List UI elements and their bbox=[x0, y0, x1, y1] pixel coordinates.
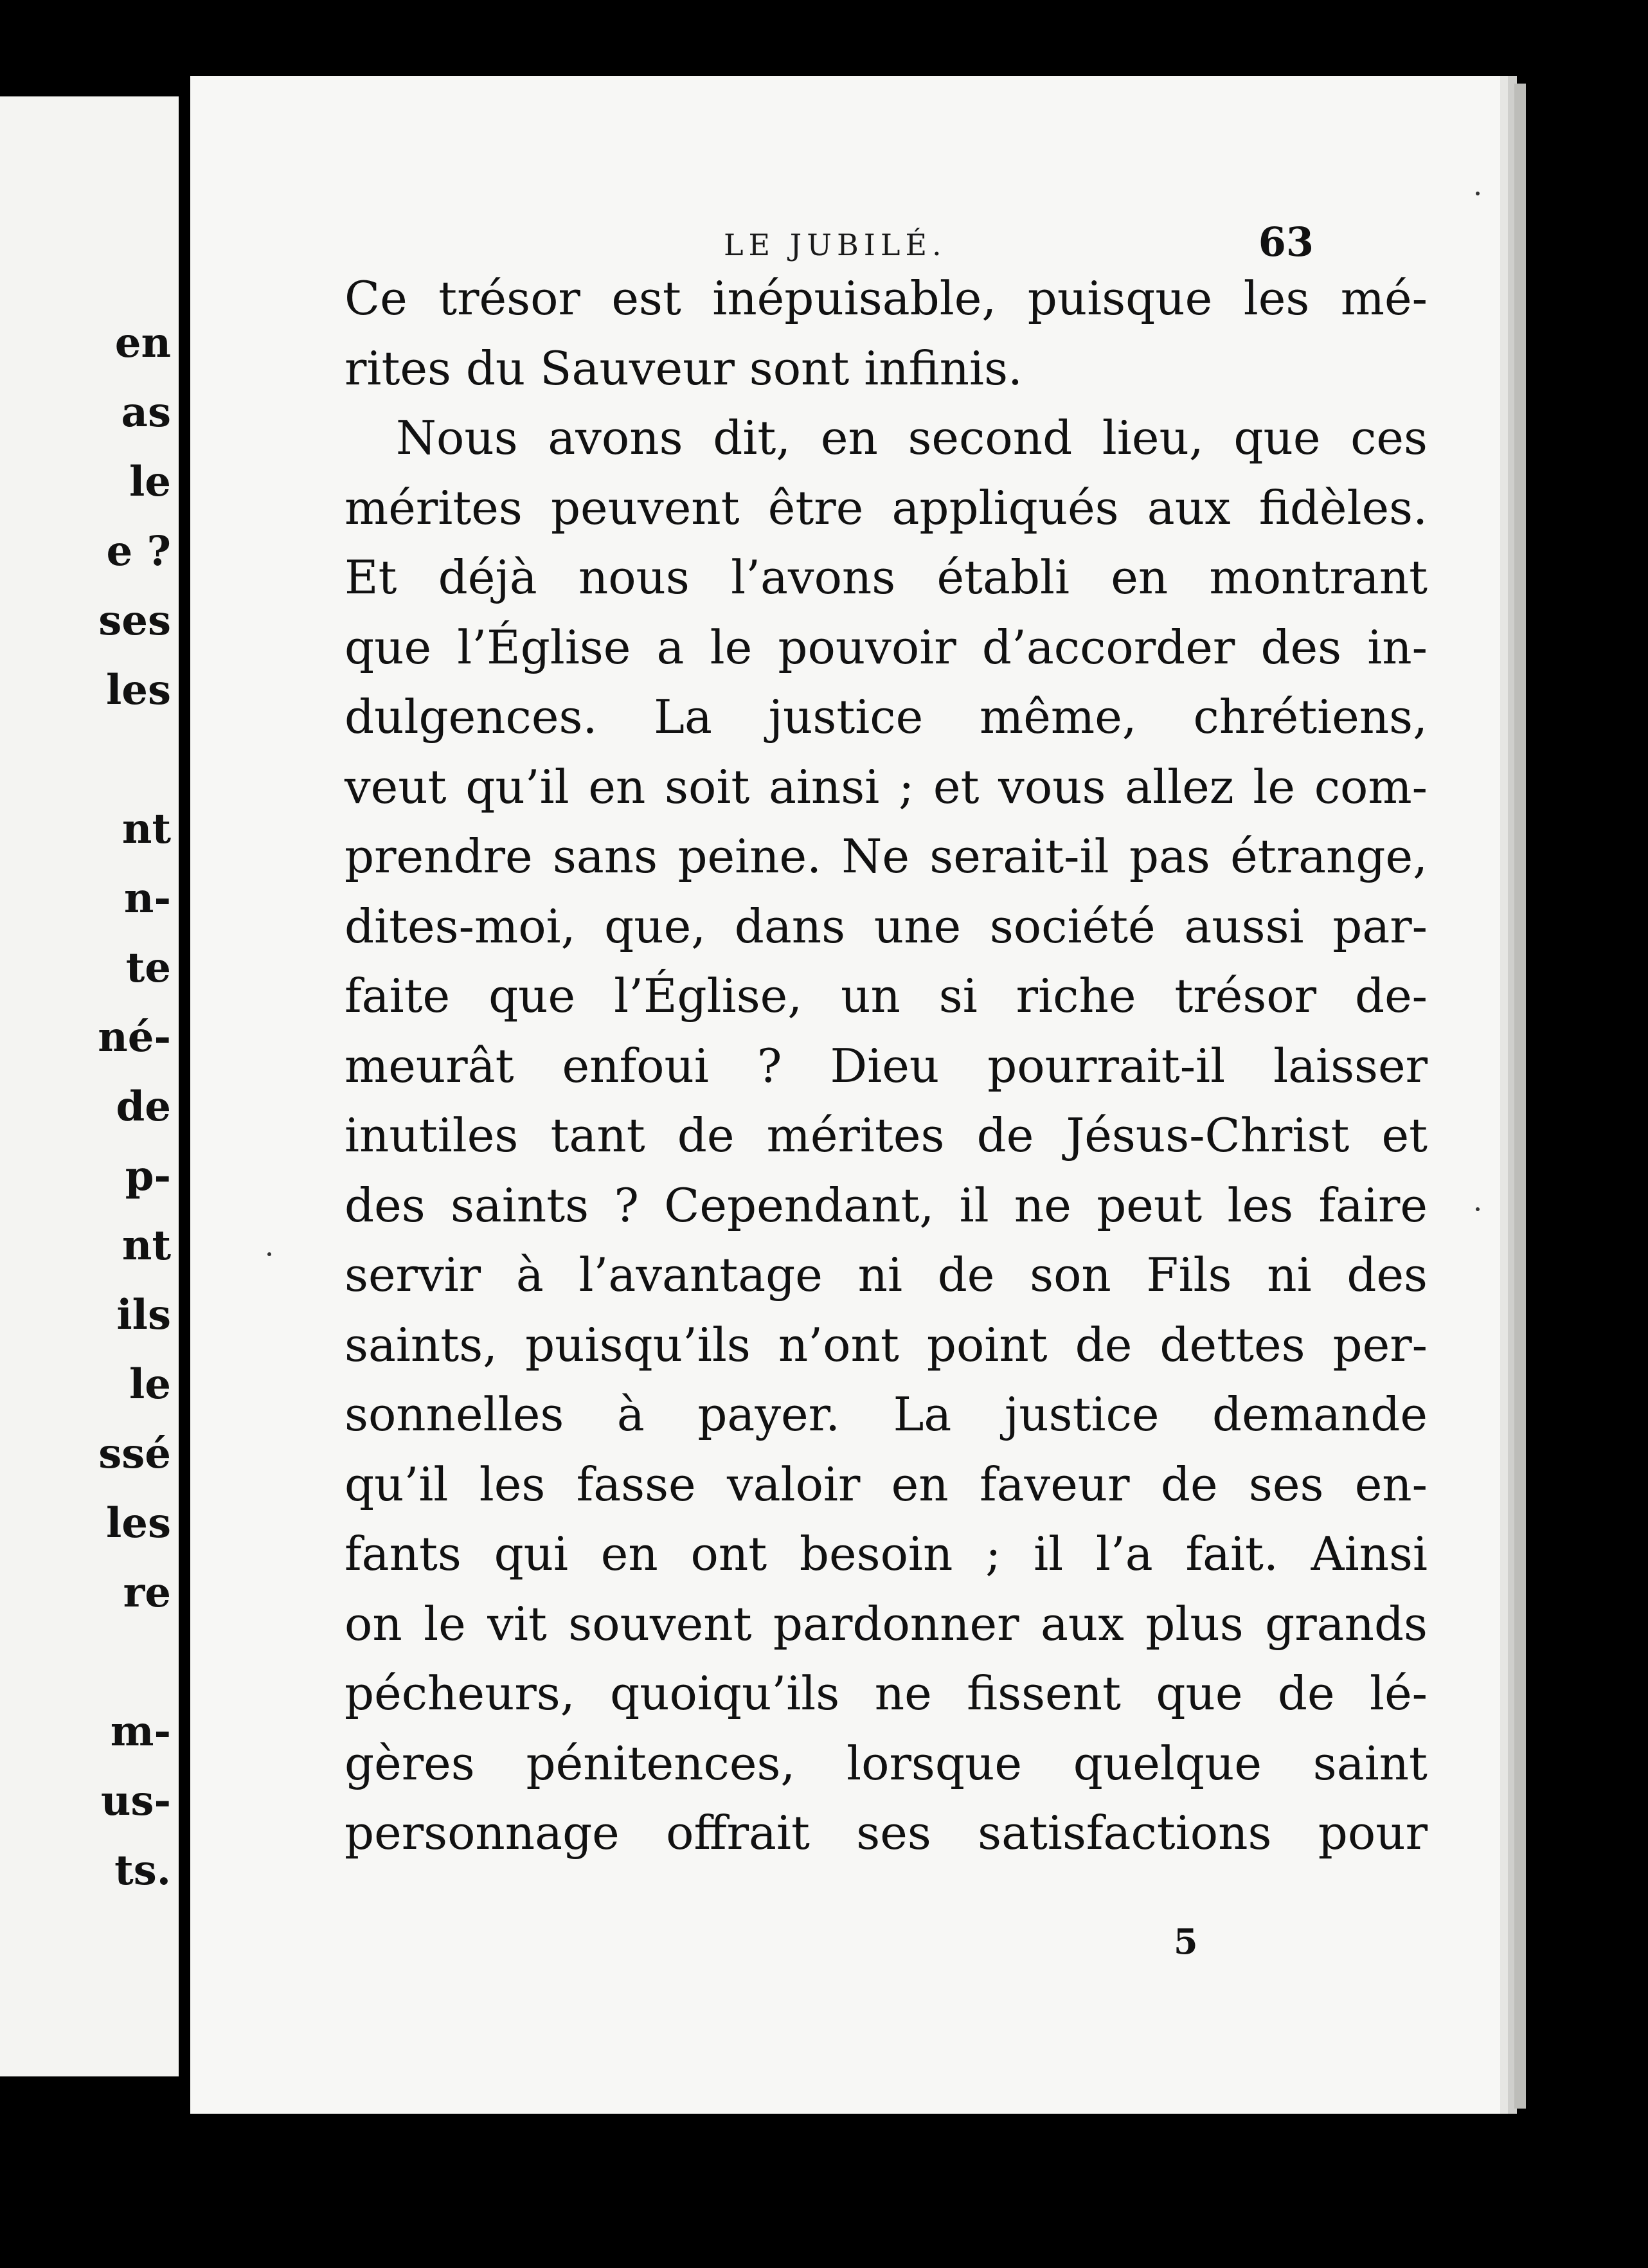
page-number: 63 bbox=[1258, 219, 1314, 266]
left-line-ending: e ? bbox=[106, 527, 171, 575]
left-line-ending: les bbox=[105, 666, 171, 714]
text-line: saints, puisqu’ils n’ont point de dettes per- bbox=[345, 1317, 1428, 1372]
text-line: des saints ? Cependant, il ne peut les faire bbox=[345, 1178, 1428, 1232]
text-line: meurât enfoui ? Dieu pourrait-il laisser bbox=[345, 1038, 1428, 1093]
text-line: Ce trésor est inépuisable, puisque les mé- bbox=[345, 271, 1428, 325]
text-line: rites du Sauveur sont infinis. bbox=[345, 341, 1023, 395]
text-line: gères pénitences, lorsque quelque saint bbox=[345, 1736, 1428, 1790]
right-page bbox=[190, 76, 1517, 2114]
text-line: dulgences. La justice même, chrétiens, bbox=[345, 690, 1428, 744]
text-line: servir à l’avantage ni de son Fils ni des bbox=[345, 1248, 1428, 1302]
text-line: inutiles tant de mérites de Jésus-Christ et bbox=[345, 1108, 1428, 1162]
text-line: faite que l’Église, un si riche trésor de- bbox=[345, 969, 1428, 1023]
left-line-ending: n- bbox=[123, 874, 171, 923]
left-line-ending: né- bbox=[98, 1013, 171, 1061]
left-page-line-endings bbox=[98, 96, 171, 1905]
text-line: personnage offrait ses satisfactions pour bbox=[345, 1806, 1428, 1860]
left-line-ending: nt bbox=[121, 1221, 171, 1270]
left-line-ending bbox=[98, 725, 171, 795]
left-line-ending: ils bbox=[116, 1291, 171, 1339]
text-line: mérites peuvent être appliqués aux fidèles. bbox=[345, 480, 1428, 535]
text-line: fants qui en ont besoin ; il l’a fait. Ainsi bbox=[345, 1527, 1428, 1581]
paper-speck bbox=[267, 1252, 271, 1256]
left-line-ending: us- bbox=[100, 1777, 171, 1825]
left-line-ending: le bbox=[129, 1360, 171, 1408]
left-line-ending: ses bbox=[98, 597, 171, 645]
left-line-ending bbox=[98, 1628, 171, 1697]
left-line-ending: les bbox=[105, 1499, 171, 1547]
left-line-ending: nt bbox=[121, 805, 171, 853]
left-line-ending: te bbox=[125, 944, 171, 992]
text-line: Et déjà nous l’avons établi en montrant bbox=[345, 550, 1428, 604]
paper-speck bbox=[1476, 192, 1480, 195]
paper-speck bbox=[1476, 1207, 1480, 1211]
text-line: on le vit souvent pardonner aux plus grands bbox=[345, 1596, 1428, 1651]
book-gutter bbox=[179, 96, 190, 2141]
running-head: LE JUBILÉ. bbox=[724, 228, 947, 262]
left-page-fragment bbox=[0, 96, 179, 2076]
text-line: que l’Église a le pouvoir d’accorder des in- bbox=[345, 620, 1428, 674]
left-line-ending: ssé bbox=[98, 1430, 171, 1478]
text-line: pécheurs, quoiqu’ils ne fissent que de lé- bbox=[345, 1666, 1428, 1720]
signature-mark: 5 bbox=[1174, 1921, 1198, 1962]
text-line: sonnelles à payer. La justice demande bbox=[345, 1387, 1428, 1441]
text-line: veut qu’il en soit ainsi ; et vous allez le com- bbox=[345, 759, 1428, 814]
page-edge bbox=[1514, 84, 1526, 2109]
text-line: Nous avons dit, en second lieu, que ces bbox=[396, 411, 1428, 465]
left-line-ending: en bbox=[114, 319, 171, 367]
text-line: prendre sans peine. Ne serait-il pas étrange, bbox=[345, 829, 1428, 883]
text-line: qu’il les fasse valoir en faveur de ses en- bbox=[345, 1457, 1428, 1511]
body-text bbox=[345, 264, 1428, 1868]
left-line-ending: p- bbox=[125, 1152, 171, 1200]
left-line-ending: ts. bbox=[114, 1846, 171, 1895]
left-line-ending: le bbox=[129, 458, 171, 506]
left-line-ending: as bbox=[121, 388, 171, 437]
left-line-ending: re bbox=[123, 1569, 171, 1617]
left-line-ending: m- bbox=[110, 1707, 171, 1756]
left-line-ending: de bbox=[116, 1083, 171, 1131]
text-line: dites-moi, que, dans une société aussi par- bbox=[345, 899, 1428, 953]
